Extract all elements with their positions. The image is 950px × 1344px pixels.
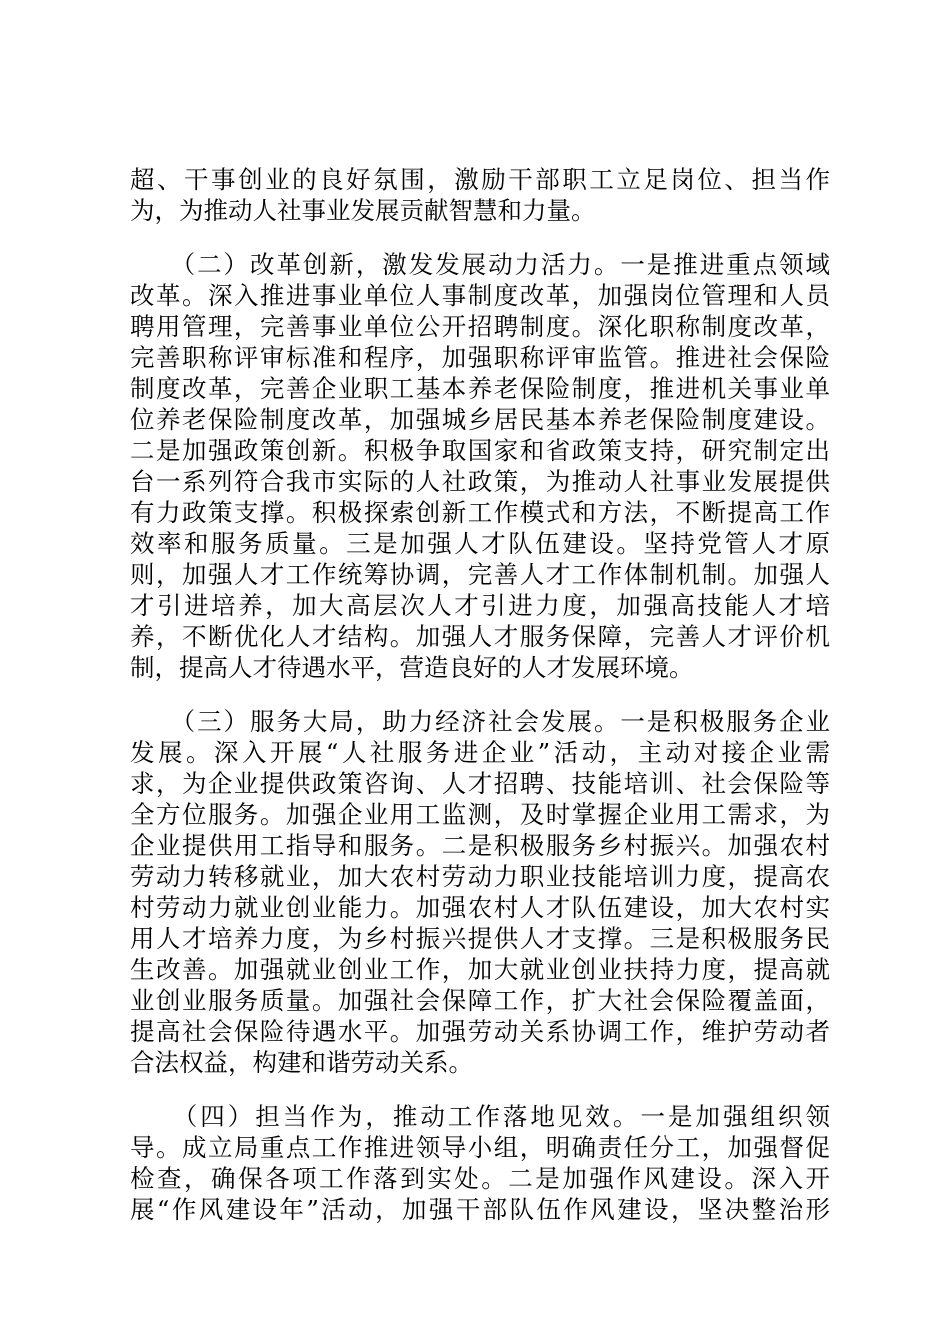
text-line: 检查，确保各项工作落到实处。二是加强作风建设。深入开: [130, 1164, 830, 1193]
text-line: 二是加强政策创新。积极争取国家和省政策支持，研究制定出: [130, 436, 830, 465]
text-line: 生改善。加强就业创业工作，加大就业创业扶持力度，提高就: [130, 955, 830, 984]
text-line: 求，为企业提供政策咨询、人才招聘、技能培训、社会保险等: [130, 769, 830, 798]
text-line: （三）服务大局，助力经济社会发展。一是积极服务企业: [130, 707, 830, 736]
text-line: 有力政策支撑。积极探索创新工作模式和方法，不断提高工作: [130, 498, 830, 527]
text-line: 为，为推动人社事业发展贡献智慧和力量。: [130, 196, 596, 225]
text-line: 制，提高人才待遇水平，营造良好的人才发展环境。: [130, 653, 694, 682]
text-line: 位养老保险制度改革，加强城乡居民基本养老保险制度建设。: [130, 405, 830, 434]
text-line: 完善职称评审标准和程序，加强职称评审监管。推进社会保险: [130, 343, 830, 372]
text-line: 全方位服务。加强企业用工监测，及时掌握企业用工需求，为: [130, 800, 830, 829]
paragraph-1: [130, 164, 830, 226]
text-line: 效率和服务质量。三是加强人才队伍建设。坚持党管人才原: [130, 529, 830, 558]
text-line: 展“作风建设年”活动，加强干部队伍作风建设，坚决整治形: [130, 1195, 830, 1224]
text-line: （二）改革创新，激发发展动力活力。一是推进重点领域: [130, 250, 830, 279]
text-line: 用人才培养力度，为乡村振兴提供人才支撑。三是积极服务民: [130, 924, 830, 953]
paragraph-3: [130, 706, 830, 1078]
text-line: 企业提供用工指导和服务。二是积极服务乡村振兴。加强农村: [130, 831, 830, 860]
text-line: （四）担当作为，推动工作落地见效。一是加强组织领: [130, 1102, 830, 1131]
paragraph-2: [130, 249, 830, 683]
text-line: 合法权益，构建和谐劳动关系。: [130, 1048, 473, 1077]
text-line: 提高社会保险待遇水平。加强劳动关系协调工作，维护劳动者: [130, 1017, 830, 1046]
text-line: 聘用管理，完善事业单位公开招聘制度。深化职称制度改革，: [130, 312, 830, 341]
text-line: 制度改革，完善企业职工基本养老保险制度，推进机关事业单: [130, 374, 830, 403]
document-page: [130, 164, 830, 1225]
text-line: 超、干事创业的良好氛围，激励干部职工立足岗位、担当作: [130, 165, 830, 194]
text-line: 台一系列符合我市实际的人社政策，为推动人社事业发展提供: [130, 467, 830, 496]
paragraph-4: [130, 1101, 830, 1225]
text-line: 劳动力转移就业，加大农村劳动力职业技能培训力度，提高农: [130, 862, 830, 891]
text-line: 改革。深入推进事业单位人事制度改革，加强岗位管理和人员: [130, 281, 830, 310]
text-line: 发展。深入开展“人社服务进企业”活动，主动对接企业需: [130, 738, 830, 767]
text-line: 养，不断优化人才结构。加强人才服务保障，完善人才评价机: [130, 622, 830, 651]
text-line: 导。成立局重点工作推进领导小组，明确责任分工，加强督促: [130, 1133, 830, 1162]
text-line: 则，加强人才工作统筹协调，完善人才工作体制机制。加强人: [130, 560, 830, 589]
text-line: 村劳动力就业创业能力。加强农村人才队伍建设，加大农村实: [130, 893, 830, 922]
text-line: 才引进培养，加大高层次人才引进力度，加强高技能人才培: [130, 591, 830, 620]
text-line: 业创业服务质量。加强社会保障工作，扩大社会保险覆盖面，: [130, 986, 830, 1015]
